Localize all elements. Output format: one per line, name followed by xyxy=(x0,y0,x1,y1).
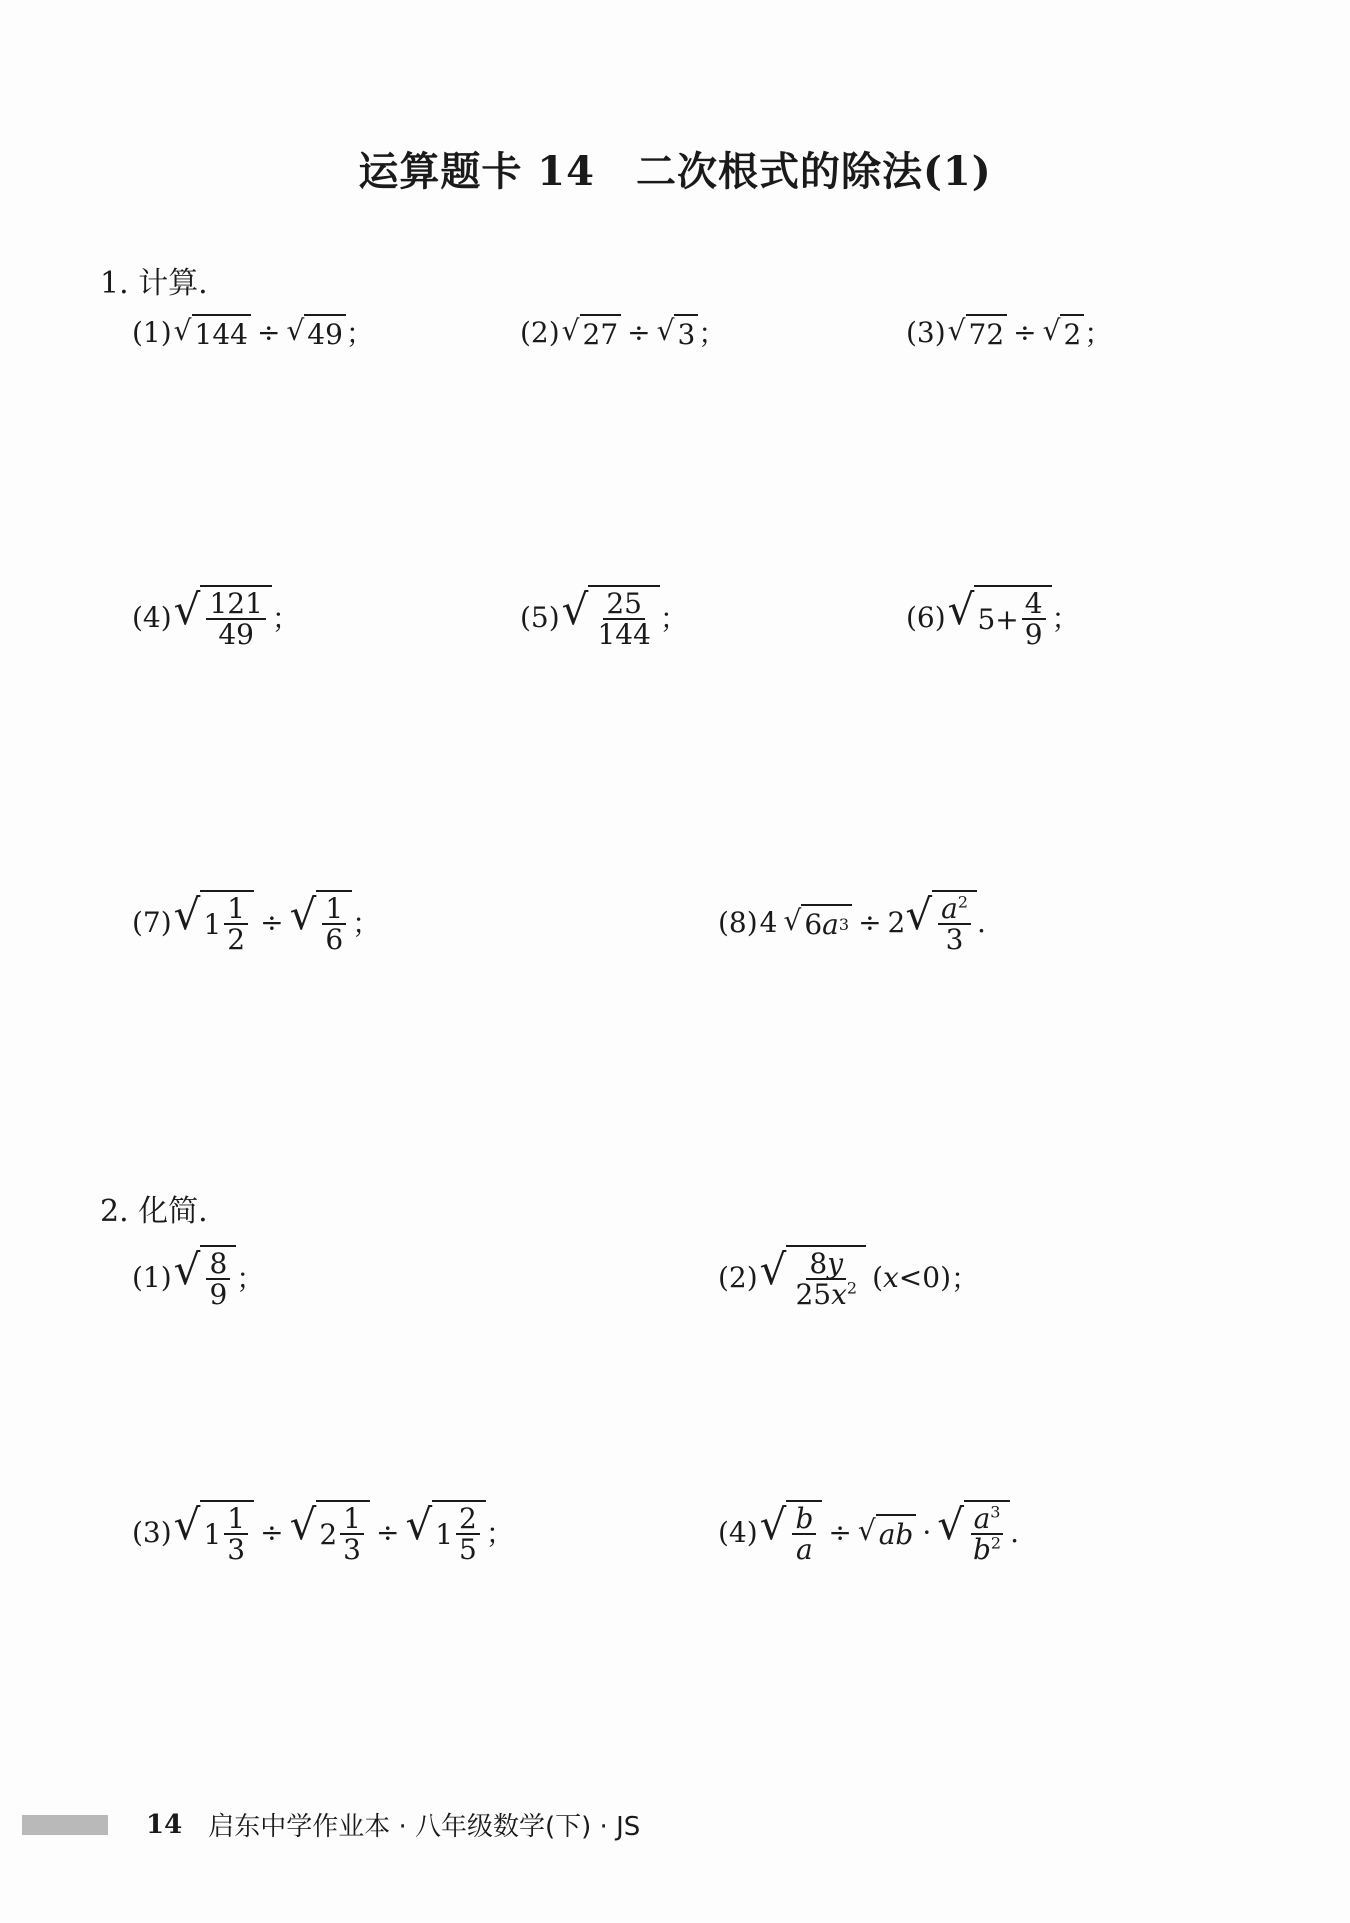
problem-1-6: (6) √ 5+ $\frac{4}{9}$ ； xyxy=(906,585,1080,652)
problem-2-2: (2) √ $\frac{8y}{25x^2}$ ( x <0) ； xyxy=(718,1245,980,1312)
footer-bar xyxy=(22,1815,108,1835)
problem-2-4: (4) √ $\frac{b}{a}$ ÷ √ ab · √ $\frac{a^3}{b^2}$ . xyxy=(718,1500,1020,1567)
problem-1-2: (2) √ 27 ÷ √ 3 ； xyxy=(520,313,727,351)
problem-1-1: (1) √ 144 ÷ √ 49 ； xyxy=(132,313,374,351)
problem-1-7: (7) √ 1 $\frac{1}{2}$ ÷ √ $\frac{1}{6}$ ； xyxy=(132,890,381,957)
problem-1-4: (4) √ $\frac{121}{49}$ ； xyxy=(132,585,300,652)
page-number: 14 xyxy=(146,1809,183,1840)
problem-2-3: (3) √ 1 $\frac{1}{3}$ ÷ √ 2 $\frac{1}{3}$ ÷ √ 1 $\frac{2}{5}$ ； xyxy=(132,1500,514,1567)
radical: √ 144 xyxy=(174,314,251,351)
problem-1-5: (5) √ $\frac{25}{144}$ ； xyxy=(520,585,688,652)
page-title: 运算题卡 14 二次根式的除法(1) xyxy=(358,148,992,195)
problem-2-1: (1) √ $\frac{8}{9}$ ； xyxy=(132,1245,265,1312)
section-1-heading: 1. 计算. xyxy=(100,266,208,301)
section-2-heading: 2. 化简. xyxy=(100,1194,208,1229)
radical: √ 49 xyxy=(286,314,345,351)
problem-1-8: (8) 4 √ 6 a 3 ÷ 2 √ $\frac{a^2}{3}$ . xyxy=(718,890,986,957)
book-title: 启东中学作业本 · 八年级数学(下) · JS xyxy=(208,1812,641,1842)
page-footer xyxy=(22,1806,640,1843)
problem-1-3: (3) √ 72 ÷ √ 2 ； xyxy=(906,313,1113,351)
